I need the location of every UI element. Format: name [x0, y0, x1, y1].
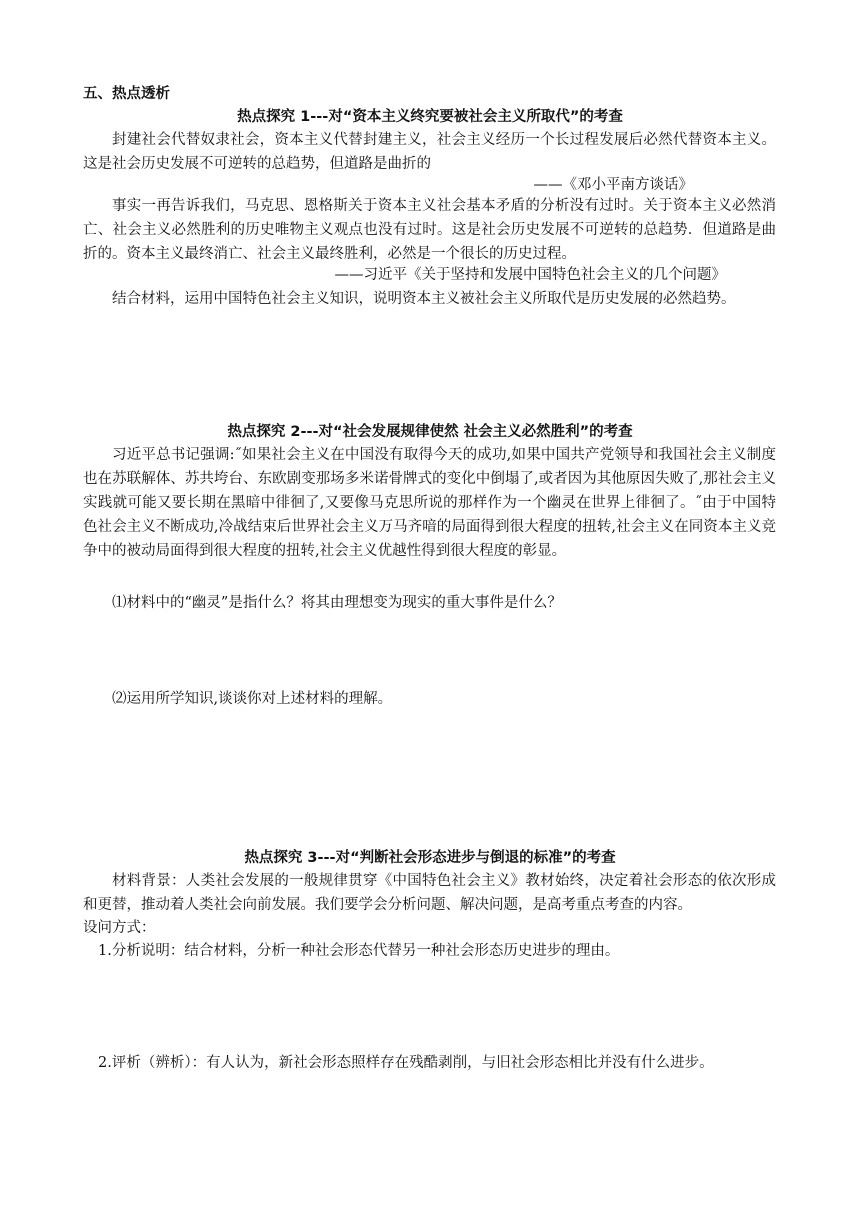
topic2-title: 热点探究 2---对“社会发展规律使然 社会主义必然胜利”的考查 [227, 424, 633, 440]
topic3-q1: 1.分析说明：结合材料，分析一种社会形态代替另一种社会形态历史进步的理由。 [98, 943, 620, 959]
topic2-q2: ⑵运用所学知识,谈谈你对上述材料的理解。 [112, 691, 393, 707]
topic1-question: 结合材料，运用中国特色社会主义知识，说明资本主义被社会主义所取代是历史发展的必然趋势。 [112, 291, 736, 307]
topic1-quote1: 封建社会代替奴隶社会，资本主义代替封建主义，社会主义经历一个长过程发展后必然代替资本主义。这是社会历史发展不可逆转的总趋势，但道路是曲折的 [83, 132, 776, 172]
topic1-source2: ——习近平《关于坚持和发展中国特色社会主义的几个问题》 [334, 267, 726, 283]
section-title: 五、热点透析 [83, 86, 170, 102]
topic1-title: 热点探究 1---对“资本主义终究要被社会主义所取代”的考查 [237, 109, 623, 125]
topic3-method-label: 设问方式： [83, 920, 156, 936]
topic2-q1: ⑴材料中的“幽灵”是指什么？将其由理想变为现实的重大事件是什么？ [112, 595, 562, 611]
topic2-material: 习近平总书记强调:˝如果社会主义在中国没有取得今天的成功,如果中国共产党领导和我国社会主义制度也在苏联解体、苏共垮台、东欧剧变那场多米诺骨牌式的变化中倒塌了,或者因为其他原因失败了,那社会主义实践就可能又要长期在黑暗中徘徊了,又要像马克思所说的那样作为一个幽灵在世界上徘徊了。˝由于中国特色社会主义不断成功,冷战结束后世界社会主义万马齐喑的局面得到很大程度的扭转,社会主义在同资本主义竞争中的被动局面得到很大程度的扭转,社会主义优越性得到很大程度的彰显。 [83, 447, 776, 559]
topic3-title: 热点探究 3---对“判断社会形态进步与倒退的标准”的考查 [244, 850, 616, 866]
topic1-quote2: 事实一再告诉我们，马克思、恩格斯关于资本主义社会基本矛盾的分析没有过时。关于资本主义必然消亡、社会主义必然胜利的历史唯物主义观点也没有过时。这是社会历史发展不可逆转的总趋势．但道路是曲折的。资本主义最终消亡、社会主义最终胜利，必然是一个很长的历史过程。 [83, 198, 776, 262]
topic3-material: 材料背景：人类社会发展的一般规律贯穿《中国特色社会主义》教材始终，决定着社会形态的依次形成和更替，推动着人类社会向前发展。我们要学会分析问题、解决问题，是高考重点考查的内容。 [83, 873, 776, 913]
topic3-q2: 2.评析（辨析）：有人认为，新社会形态照样存在残酷剥削，与旧社会形态相比并没有什么进步。 [98, 1055, 714, 1071]
topic1-source1: ——《邓小平南方谈话》 [533, 177, 693, 193]
